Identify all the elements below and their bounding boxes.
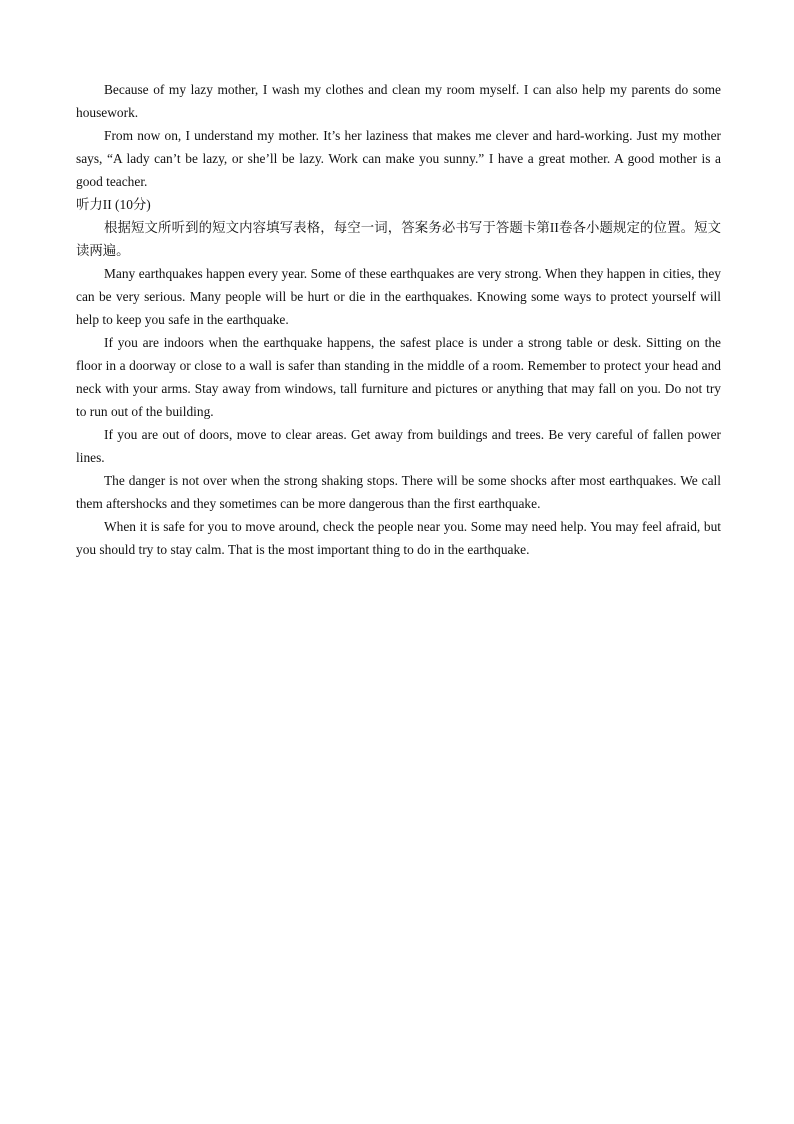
passage1-paragraph: From now on, I understand my mother. It’s her laziness that makes me clever and hard-working. Just my mother says, “A lady can’t be lazy, or she’ll be lazy. Work can make you sunny.” I have a great mother. A good mother is a good teacher. <box>76 128 721 189</box>
passage2-paragraph: Many earthquakes happen every year. Some of these earthquakes are very strong. When they happen in cities, they can be very serious. Many people will be hurt or die in the earthquakes. Knowing some ways to protect yourself will help to keep you safe in the earthquake. <box>76 266 721 327</box>
passage1-paragraph: Because of my lazy mother, I wash my clothes and clean my room myself. I can also help my parents do some housework. <box>76 82 721 120</box>
passage2-paragraph: If you are out of doors, move to clear areas. Get away from buildings and trees. Be very careful of fallen power lines. <box>76 427 721 465</box>
passage2-paragraph: When it is safe for you to move around, check the people near you. Some may need help. You may feel afraid, but you should try to stay calm. That is the most important thing to do in the earthquake. <box>76 519 721 557</box>
section-instruction: 根据短文所听到的短文内容填写表格，每空一词，答案务必书写于答题卡第II卷各小题规定的位置。短文读两遍。 <box>76 220 721 258</box>
passage2-paragraph: If you are indoors when the earthquake happens, the safest place is under a strong table or desk. Sitting on the floor in a doorway or close to a wall is safer than standing in the middle of a room. Remember to protect your head and neck with your arms. Stay away from windows, tall furniture and pictures or anything that may fall on you. Do not try to run out of the building. <box>76 335 721 419</box>
passage2-paragraph: The danger is not over when the strong shaking stops. There will be some shocks after most earthquakes. We call them aftershocks and they sometimes can be more dangerous than the first earthquake. <box>76 473 721 511</box>
section-heading: 听力II (10分) <box>76 197 151 212</box>
document-body <box>76 78 721 561</box>
